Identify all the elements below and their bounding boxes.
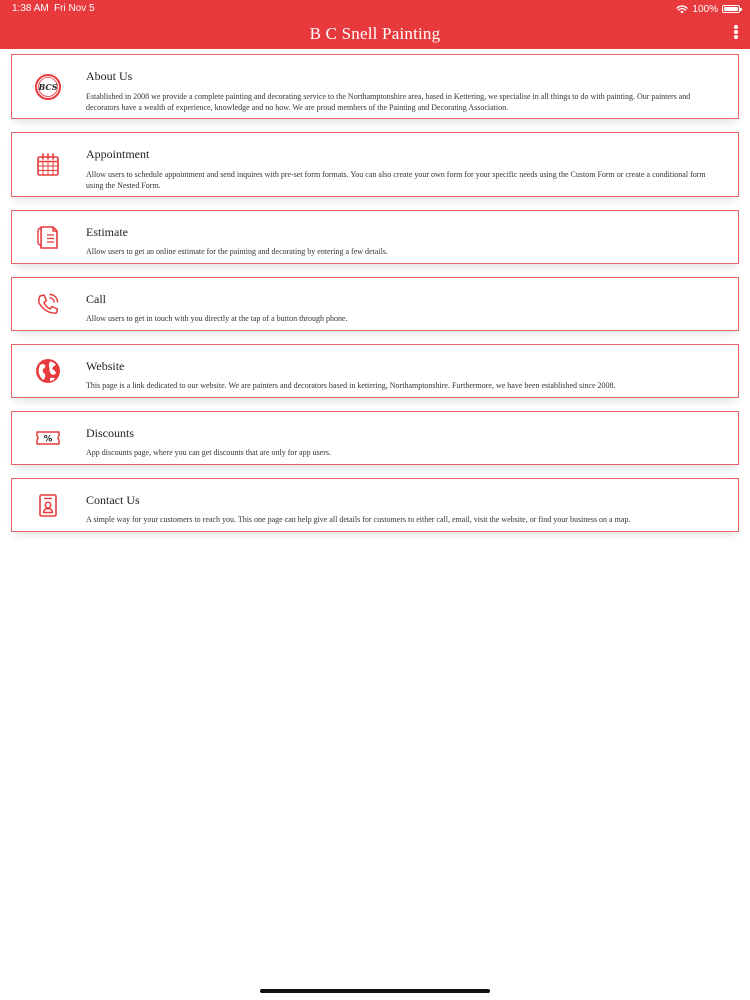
more-options-button[interactable] xyxy=(730,23,742,41)
list-item-appointment[interactable] xyxy=(11,132,739,197)
item-title: Website xyxy=(86,359,125,373)
item-description: This page is a link dedicated to our website. We are painters and decorators based in kettering, Northamptonshire. Furthermore, we have been established since 2008. xyxy=(86,381,616,390)
battery-icon xyxy=(722,5,740,13)
item-title: Estimate xyxy=(86,225,128,239)
item-title: About Us xyxy=(86,69,133,83)
list-item-about-us[interactable] xyxy=(11,54,739,119)
item-description: App discounts page, where you can get discounts that are only for app users. xyxy=(86,448,332,457)
contact-card-icon xyxy=(34,491,62,519)
list-item-website[interactable] xyxy=(11,344,739,398)
page-title: B C Snell Painting xyxy=(309,24,441,43)
bcs-logo-text: BCS xyxy=(38,82,58,92)
item-description: Established in 2008 we provide a complete painting and decorating service to the Northamptonshire area, based in Kettering, we specialise in all things to do with painting. Our painters and decorators have a wealth of experience, knowledge and no how. We are proud members of the Painting and Decorating Association. xyxy=(86,92,691,112)
item-description: A simple way for your customers to reach you. This one page can help give all details for customers to either call, email, visit the website, or find your business on a map. xyxy=(86,515,631,524)
item-title: Call xyxy=(86,292,106,306)
battery-percent: 100% xyxy=(692,3,718,15)
item-title: Appointment xyxy=(86,147,150,161)
item-description: Allow users to get in touch with you directly at the tap of a button through phone. xyxy=(86,314,348,323)
status-date: Fri Nov 5 xyxy=(54,3,95,14)
status-time: 1:38 AM xyxy=(12,3,49,14)
calendar-icon xyxy=(34,151,62,179)
list-item-estimate[interactable] xyxy=(11,210,739,264)
item-description: Allow users to get an online estimate for the painting and decorating by entering a few details. xyxy=(86,247,388,256)
discount-ticket-text: % xyxy=(43,434,53,445)
phone-icon xyxy=(34,290,62,318)
menu-list xyxy=(11,54,739,545)
wifi-icon xyxy=(676,5,688,14)
item-description: Allow users to schedule appointment and send inquires with pre-set form formats. You can also create your own form for your specific needs using the Custom Form or create a conditional form using the Nested Form. xyxy=(86,170,706,190)
item-title: Discounts xyxy=(86,426,134,440)
bcs-logo-icon xyxy=(34,73,62,101)
list-item-discounts[interactable] xyxy=(11,411,739,465)
list-item-call[interactable] xyxy=(11,277,739,331)
document-icon xyxy=(34,223,62,251)
discount-ticket-icon xyxy=(34,424,62,452)
status-indicators xyxy=(676,2,740,16)
item-title: Contact Us xyxy=(86,493,140,507)
list-item-contact-us[interactable] xyxy=(11,478,739,532)
app-header xyxy=(0,0,750,49)
globe-icon xyxy=(34,357,62,385)
more-vertical-icon xyxy=(734,25,738,29)
home-indicator[interactable] xyxy=(260,989,490,993)
